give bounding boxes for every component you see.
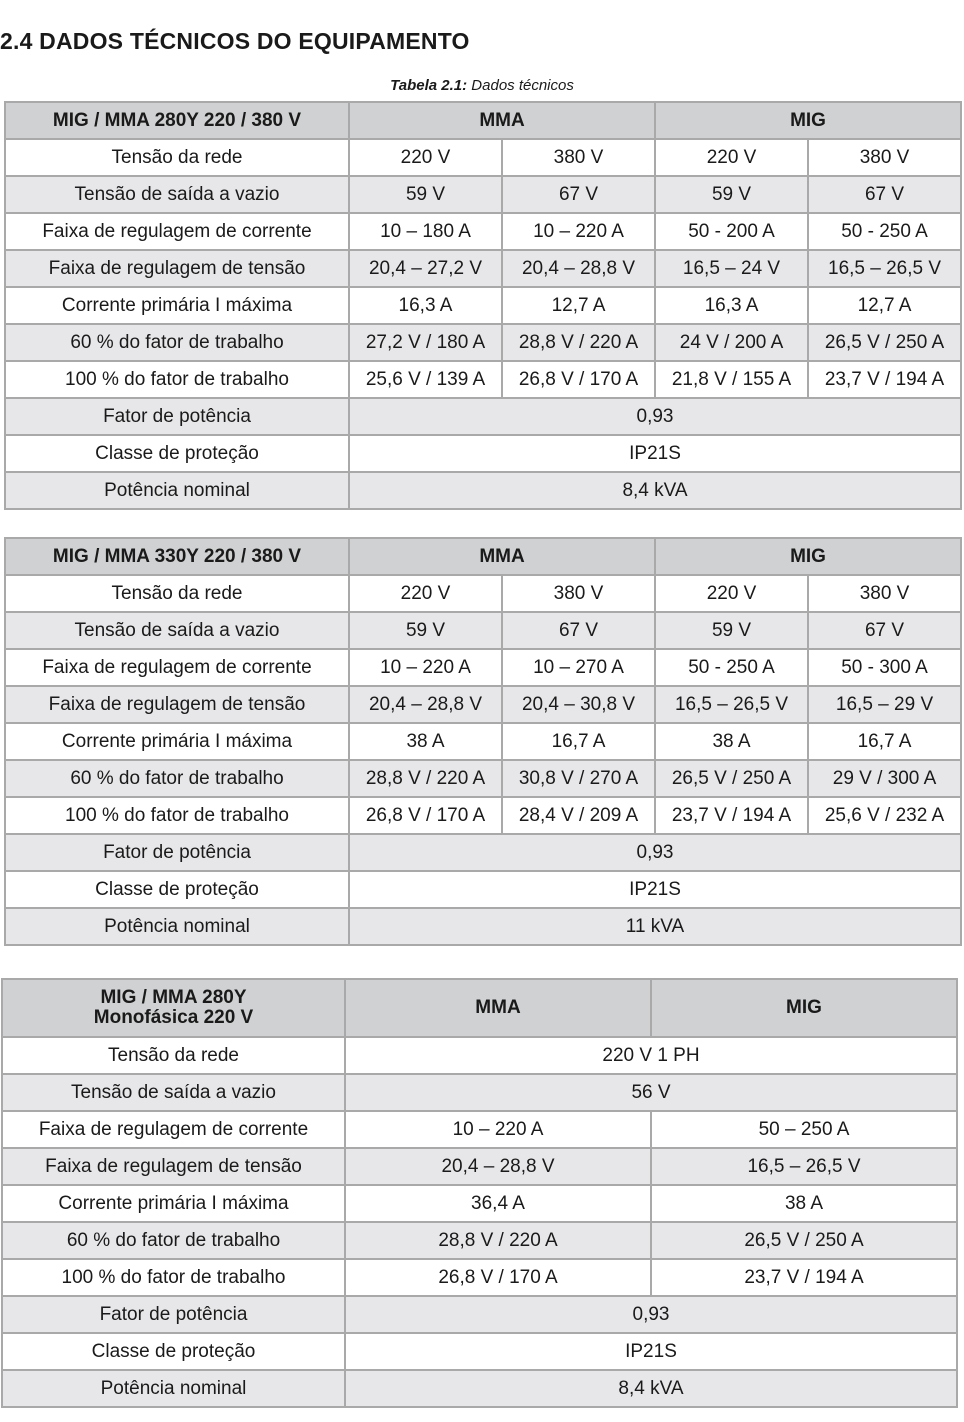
table-header-row xyxy=(5,538,961,575)
row-label: Classe de proteção xyxy=(5,435,349,472)
cell: 29 V / 300 A xyxy=(808,760,961,797)
cell: 16,5 – 26,5 V xyxy=(655,686,808,723)
mig-header: MIG xyxy=(651,979,957,1037)
cell: 50 – 250 A xyxy=(651,1111,957,1148)
cell: 24 V / 200 A xyxy=(655,324,808,361)
cell: 0,93 xyxy=(349,398,961,435)
row-label: 100 % do fator de trabalho xyxy=(5,797,349,834)
cell: 12,7 A xyxy=(502,287,655,324)
row-label: Faixa de regulagem de tensão xyxy=(5,686,349,723)
cell: 59 V xyxy=(655,176,808,213)
table-row xyxy=(5,871,961,908)
table-row xyxy=(5,834,961,871)
spec-table-280y-monofasica xyxy=(1,978,958,1408)
cell: 20,4 – 28,8 V xyxy=(349,686,502,723)
row-label: Classe de proteção xyxy=(2,1333,345,1370)
cell: 26,8 V / 170 A xyxy=(349,797,502,834)
cell: 28,8 V / 220 A xyxy=(349,760,502,797)
cell: 220 V xyxy=(349,575,502,612)
table-row xyxy=(2,1148,957,1185)
cell: 59 V xyxy=(349,176,502,213)
cell: 50 - 250 A xyxy=(655,649,808,686)
cell: IP21S xyxy=(349,871,961,908)
row-label: Faixa de regulagem de corrente xyxy=(5,649,349,686)
cell: 25,6 V / 139 A xyxy=(349,361,502,398)
cell: 10 – 220 A xyxy=(502,213,655,250)
cell: 23,7 V / 194 A xyxy=(808,361,961,398)
cell: 11 kVA xyxy=(349,908,961,945)
cell: 26,5 V / 250 A xyxy=(808,324,961,361)
row-label: Faixa de regulagem de corrente xyxy=(2,1111,345,1148)
row-label: Classe de proteção xyxy=(5,871,349,908)
cell: 50 - 200 A xyxy=(655,213,808,250)
mig-header: MIG xyxy=(655,538,961,575)
cell: 16,5 – 24 V xyxy=(655,250,808,287)
cell: 67 V xyxy=(502,176,655,213)
row-label: 100 % do fator de trabalho xyxy=(5,361,349,398)
cell: 67 V xyxy=(502,612,655,649)
cell: 20,4 – 28,8 V xyxy=(345,1148,651,1185)
table-row xyxy=(2,1222,957,1259)
cell: 36,4 A xyxy=(345,1185,651,1222)
table-caption xyxy=(0,77,964,94)
row-label: Potência nominal xyxy=(5,908,349,945)
cell: 50 - 250 A xyxy=(808,213,961,250)
row-label: Tensão de saída a vazio xyxy=(2,1074,345,1111)
table-row xyxy=(5,760,961,797)
table-row xyxy=(2,1185,957,1222)
cell: 10 – 220 A xyxy=(349,649,502,686)
cell: 220 V xyxy=(655,575,808,612)
cell: 59 V xyxy=(349,612,502,649)
cell: 16,5 – 26,5 V xyxy=(808,250,961,287)
table-row xyxy=(5,612,961,649)
section-heading: 2.4 DADOS TÉCNICOS DO EQUIPAMENTO xyxy=(0,28,470,54)
cell: 220 V xyxy=(349,139,502,176)
table-row xyxy=(5,324,961,361)
cell: 21,8 V / 155 A xyxy=(655,361,808,398)
row-label: Faixa de regulagem de corrente xyxy=(5,213,349,250)
row-label: 60 % do fator de trabalho xyxy=(5,760,349,797)
cell: 26,5 V / 250 A xyxy=(655,760,808,797)
model-header: MIG / MMA 330Y 220 / 380 V xyxy=(5,538,349,575)
cell: 380 V xyxy=(808,575,961,612)
model-header-line2: Monofásica 220 V xyxy=(93,1007,254,1028)
table-row xyxy=(5,686,961,723)
table-row xyxy=(5,213,961,250)
cell: 220 V xyxy=(655,139,808,176)
cell: 0,93 xyxy=(345,1296,957,1333)
cell: 38 A xyxy=(349,723,502,760)
cell: 26,8 V / 170 A xyxy=(345,1259,651,1296)
cell: 16,3 A xyxy=(349,287,502,324)
row-label: Fator de potência xyxy=(5,398,349,435)
table-row xyxy=(5,139,961,176)
cell: 16,5 – 29 V xyxy=(808,686,961,723)
cell: 10 – 180 A xyxy=(349,213,502,250)
cell: IP21S xyxy=(345,1333,957,1370)
row-label: Tensão de saída a vazio xyxy=(5,612,349,649)
row-label: Faixa de regulagem de tensão xyxy=(2,1148,345,1185)
mma-header: MMA xyxy=(349,538,655,575)
cell: 28,4 V / 209 A xyxy=(502,797,655,834)
model-header xyxy=(2,979,345,1037)
cell: 67 V xyxy=(808,176,961,213)
table-row xyxy=(5,435,961,472)
row-label: 100 % do fator de trabalho xyxy=(2,1259,345,1296)
caption-label: Tabela 2.1: xyxy=(390,77,468,94)
table-header-row xyxy=(5,102,961,139)
cell: 30,8 V / 270 A xyxy=(502,760,655,797)
cell: 0,93 xyxy=(349,834,961,871)
cell: 12,7 A xyxy=(808,287,961,324)
cell: 56 V xyxy=(345,1074,957,1111)
table-row xyxy=(5,287,961,324)
cell: 380 V xyxy=(808,139,961,176)
table-row xyxy=(2,1370,957,1407)
mig-header: MIG xyxy=(655,102,961,139)
cell: 38 A xyxy=(651,1185,957,1222)
table-row xyxy=(5,361,961,398)
table-row xyxy=(5,575,961,612)
model-header: MIG / MMA 280Y 220 / 380 V xyxy=(5,102,349,139)
cell: 26,5 V / 250 A xyxy=(651,1222,957,1259)
row-label: Potência nominal xyxy=(2,1370,345,1407)
row-label: Corrente primária I máxima xyxy=(2,1185,345,1222)
table-header-row xyxy=(2,979,957,1037)
row-label: 60 % do fator de trabalho xyxy=(2,1222,345,1259)
row-label: Fator de potência xyxy=(5,834,349,871)
row-label: Tensão da rede xyxy=(5,139,349,176)
spec-table-280y xyxy=(4,101,962,510)
cell: 59 V xyxy=(655,612,808,649)
cell: 220 V 1 PH xyxy=(345,1037,957,1074)
cell: 8,4 kVA xyxy=(349,472,961,509)
row-label: 60 % do fator de trabalho xyxy=(5,324,349,361)
table-row xyxy=(2,1111,957,1148)
cell: 8,4 kVA xyxy=(345,1370,957,1407)
table-row xyxy=(2,1296,957,1333)
caption-text: Dados técnicos xyxy=(471,77,574,94)
table-row xyxy=(2,1037,957,1074)
row-label: Fator de potência xyxy=(2,1296,345,1333)
cell: 380 V xyxy=(502,139,655,176)
cell: 380 V xyxy=(502,575,655,612)
cell: 27,2 V / 180 A xyxy=(349,324,502,361)
cell: 20,4 – 30,8 V xyxy=(502,686,655,723)
row-label: Tensão de saída a vazio xyxy=(5,176,349,213)
model-header-line1: MIG / MMA 280Y xyxy=(100,987,247,1008)
cell: 26,8 V / 170 A xyxy=(502,361,655,398)
cell: 16,7 A xyxy=(502,723,655,760)
cell: 23,7 V / 194 A xyxy=(655,797,808,834)
cell: 67 V xyxy=(808,612,961,649)
table-row xyxy=(5,908,961,945)
table-row xyxy=(2,1074,957,1111)
cell: 20,4 – 28,8 V xyxy=(502,250,655,287)
table-row xyxy=(5,176,961,213)
mma-header: MMA xyxy=(349,102,655,139)
cell: 10 – 270 A xyxy=(502,649,655,686)
row-label: Tensão da rede xyxy=(5,575,349,612)
spec-table-330y xyxy=(4,537,962,946)
table-row xyxy=(2,1259,957,1296)
table-row xyxy=(5,472,961,509)
table-row xyxy=(5,649,961,686)
row-label: Tensão da rede xyxy=(2,1037,345,1074)
table-row xyxy=(5,797,961,834)
row-label: Potência nominal xyxy=(5,472,349,509)
table-row xyxy=(2,1333,957,1370)
cell: 28,8 V / 220 A xyxy=(502,324,655,361)
cell: 23,7 V / 194 A xyxy=(651,1259,957,1296)
cell: 20,4 – 27,2 V xyxy=(349,250,502,287)
cell: 16,7 A xyxy=(808,723,961,760)
cell: 38 A xyxy=(655,723,808,760)
cell: 25,6 V / 232 A xyxy=(808,797,961,834)
row-label: Corrente primária I máxima xyxy=(5,287,349,324)
cell: IP21S xyxy=(349,435,961,472)
table-row xyxy=(5,398,961,435)
cell: 16,5 – 26,5 V xyxy=(651,1148,957,1185)
cell: 10 – 220 A xyxy=(345,1111,651,1148)
row-label: Faixa de regulagem de tensão xyxy=(5,250,349,287)
cell: 16,3 A xyxy=(655,287,808,324)
table-row xyxy=(5,250,961,287)
cell: 28,8 V / 220 A xyxy=(345,1222,651,1259)
row-label: Corrente primária I máxima xyxy=(5,723,349,760)
mma-header: MMA xyxy=(345,979,651,1037)
cell: 50 - 300 A xyxy=(808,649,961,686)
table-row xyxy=(5,723,961,760)
